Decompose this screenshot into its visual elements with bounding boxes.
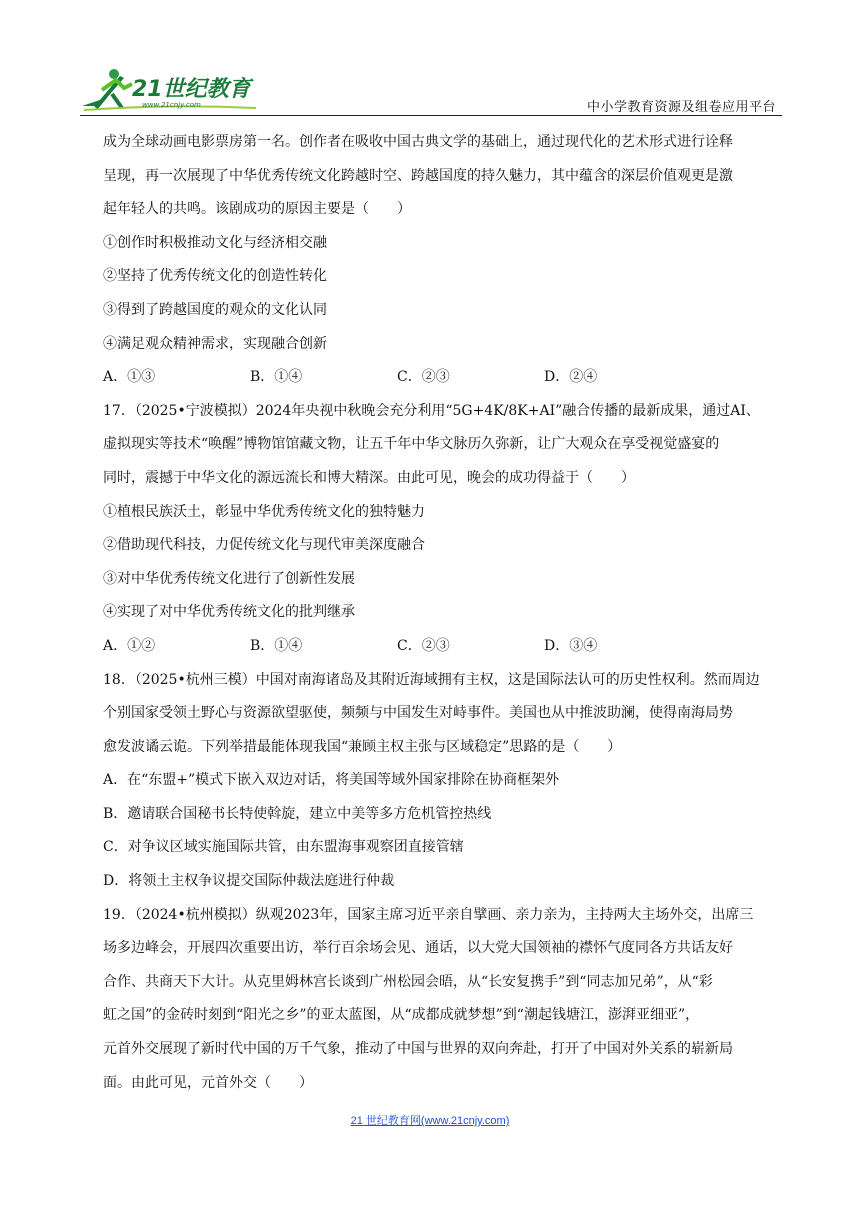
question-stem-line: 呈现，再一次展现了中华优秀传统文化跨越时空、跨越国度的持久魅力，其中蕴含的深层价值观更是激 <box>103 167 733 184</box>
question-stem-line: 18．（2025•杭州三模）中国对南海诸岛及其附近海域拥有主权，这是国际法认可的历史性权利。然而周边 <box>103 671 760 688</box>
question-stem-line: 愈发波谲云诡。下列举措最能体现我国“兼顾主权主张与区域稳定”思路的是（ ） <box>103 738 622 755</box>
question-stem-line: 成为全球动画电影票房第一名。创作者在吸收中国古典文学的基础上，通过现代化的艺术形式进行诠释 <box>103 134 733 150</box>
question-stem-line: 面。由此可见，元首外交（ ） <box>103 1074 313 1091</box>
question-stem-line: 元首外交展现了新时代中国的万千气象，推动了中国与世界的双向奔赴，打开了中国对外关系的崭新局 <box>103 1041 733 1058</box>
option-b: B．邀请联合国秘书长特使斡旋，建立中美等多方危机管控热线 <box>103 805 492 822</box>
question-stem-line: 合作、共商天下大计。从克里姆林宫长谈到广州松园会晤，从“长安复携手”到“同志加兄弟”，从“彩 <box>103 973 713 990</box>
option-a: A．①② <box>103 637 156 654</box>
option-c: C．②③ <box>397 637 450 654</box>
question-16 <box>103 126 783 395</box>
statement-item: ②借助现代科技，力促传统文化与现代审美深度融合 <box>103 537 425 554</box>
question-stem-line: 虹之国”的金砖时刻到“阳光之乡”的亚太蓝图，从“成都成就梦想”到“潮起钱塘江，澎湃亚细亚”， <box>103 1007 700 1024</box>
question-18 <box>103 664 783 899</box>
option-a: A．①③ <box>103 369 156 386</box>
runner-logo-icon <box>80 66 260 112</box>
question-stem-line: 虚拟现实等技术“唤醒”博物馆馆藏文物，让五千年中华文脉历久弥新，让广大观众在享受视觉盛宴的 <box>103 436 720 453</box>
question-stem-line: 17．（2025•宁波模拟）2024年央视中秋晚会充分利用“5G+4K/8K+AI”融合传播的最新成果，通过AI、 <box>103 402 760 419</box>
question-stem-line: 个别国家受领土野心与资源欲望驱使，频频与中国发生对峙事件。美国也从中推波助澜，使得南海局势 <box>103 705 733 722</box>
question-19 <box>103 899 783 1101</box>
question-stem-line: 同时，震撼于中华文化的源远流长和博大精深。由此可见，晚会的成功得益于（ ） <box>103 469 635 486</box>
option-d: D．将领土主权争议提交国际仲裁法庭进行仲裁 <box>103 873 395 890</box>
option-c: C．②③ <box>397 369 450 386</box>
answer-options <box>103 630 783 664</box>
option-b: B．①④ <box>250 637 303 654</box>
logo-text: 21世纪教育 <box>132 77 251 102</box>
question-17 <box>103 395 783 664</box>
question-content <box>103 126 783 1100</box>
statement-item: ④满足观众精神需求，实现融合创新 <box>103 335 327 352</box>
option-d: D．②④ <box>544 369 598 386</box>
page-header <box>80 66 780 118</box>
option-d: D．③④ <box>544 637 598 654</box>
footer-link[interactable]: 21 世纪教育网(www.21cnjy.com) <box>350 1115 510 1127</box>
statement-item: ③得到了跨越国度的观众的文化认同 <box>103 301 327 318</box>
platform-title: 中小学教育资源及组卷应用平台 <box>586 100 776 115</box>
option-c: C．对争议区域实施国际共管，由东盟海事观察团直接管辖 <box>103 839 464 856</box>
statement-item: ②坚持了优秀传统文化的创造性转化 <box>103 268 327 285</box>
site-logo[interactable] <box>80 66 260 112</box>
option-a: A．在“东盟+”模式下嵌入双边对话，将美国等域外国家排除在协商框架外 <box>103 772 560 789</box>
statement-item: ①植根民族沃土，彰显中华优秀传统文化的独特魅力 <box>103 503 425 520</box>
statement-item: ④实现了对中华优秀传统文化的批判继承 <box>103 604 355 621</box>
question-stem-line: 19．（2024•杭州模拟）纵观2023年，国家主席习近平亲自擘画、亲力亲为，主持两大主场外交，出席三 <box>103 906 754 923</box>
question-stem-line: 场多边峰会，开展四次重要出访，举行百余场会见、通话，以大党大国领袖的襟怀气度同各方共话友好 <box>103 940 733 957</box>
page-footer <box>0 1112 860 1128</box>
option-b: B．①④ <box>250 369 303 386</box>
question-stem-line: 起年轻人的共鸣。该剧成功的原因主要是（ ） <box>103 201 411 218</box>
statement-item: ①创作时积极推动文化与经济相交融 <box>103 234 327 251</box>
logo-url-text: www.21cnjy.com <box>142 101 201 109</box>
answer-options <box>103 361 783 395</box>
header-divider <box>80 115 782 116</box>
statement-item: ③对中华优秀传统文化进行了创新性发展 <box>103 570 355 587</box>
